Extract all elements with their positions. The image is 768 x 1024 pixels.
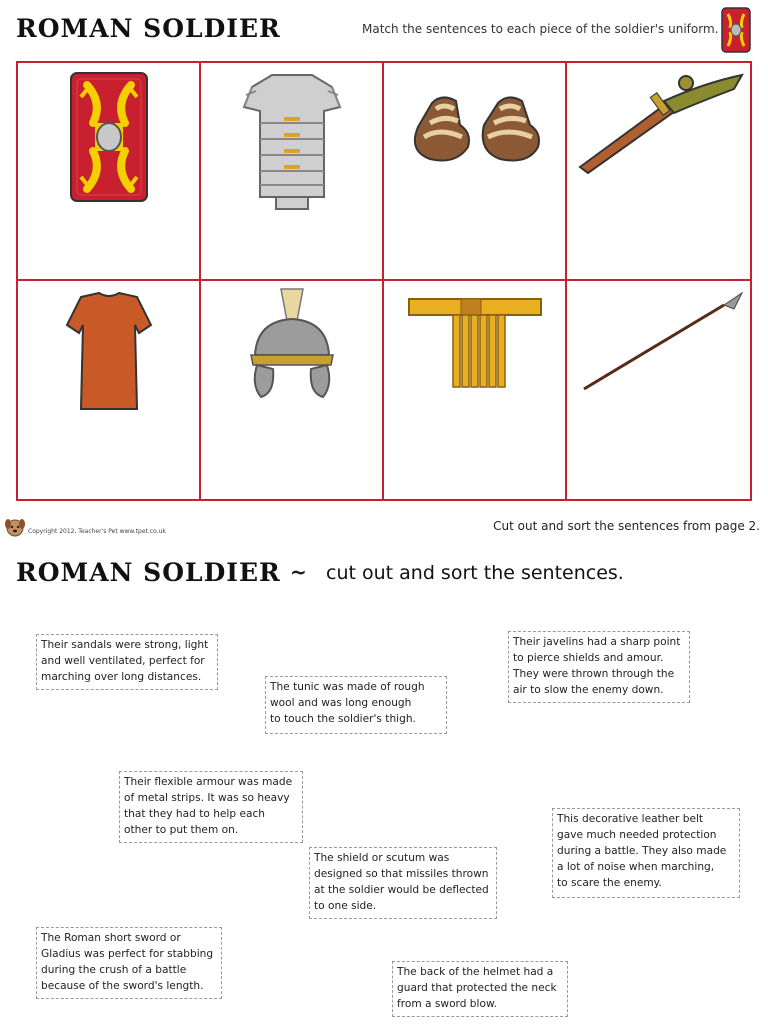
sentence-card-javelins[interactable]: Their javelins had a sharp point to pierce shields and amour. They were thrown through the air to slow the enemy down. (508, 631, 690, 703)
shield-small-icon (720, 6, 752, 54)
sandals-icon (400, 67, 550, 177)
grid-cell-belt[interactable] (384, 281, 567, 499)
grid-cell-armour[interactable] (201, 63, 384, 281)
sentence-card-belt[interactable]: This decorative leather belt gave much needed protection during a battle. They also made a lot of noise when marching, to scare the enemy. (552, 808, 740, 898)
title-dash: ~ (290, 560, 307, 584)
javelin-icon (574, 285, 744, 395)
sword-icon (574, 67, 744, 177)
page-title: ROMAN SOLDIER (16, 14, 281, 43)
grid-cell-tunic[interactable] (18, 281, 201, 499)
sentence-card-tunic[interactable]: The tunic was made of rough wool and was long enough to touch the soldier's thigh. (265, 676, 447, 734)
dog-logo-icon (4, 516, 26, 538)
grid-cell-sword[interactable] (567, 63, 750, 281)
armour-icon (232, 67, 352, 212)
uniform-grid (16, 61, 752, 501)
sentence-card-helmet[interactable]: The back of the helmet had a guard that protected the neck from a sword blow. (392, 961, 568, 1017)
tunic-icon (59, 285, 159, 415)
grid-cell-shield[interactable] (18, 63, 201, 281)
grid-cell-helmet[interactable] (201, 281, 384, 499)
sentence-card-armour[interactable]: Their flexible armour was made of metal strips. It was so heavy that they had to help each other to put them on. (119, 771, 303, 843)
sentence-card-shield[interactable]: The shield or scutum was designed so that missiles thrown at the soldier would be deflected to one side. (309, 847, 497, 919)
belt-icon (405, 285, 545, 395)
instruction-text: Match the sentences to each piece of the soldier's uniform. (362, 22, 719, 36)
shield-icon (59, 67, 159, 207)
grid-cell-sandals[interactable] (384, 63, 567, 281)
sentence-card-sword[interactable]: The Roman short sword or Gladius was perfect for stabbing during the crush of a battle because of the sword's length. (36, 927, 222, 999)
page2-title: ROMAN SOLDIER (16, 558, 281, 587)
page2-subtitle: cut out and sort the sentences. (326, 562, 624, 584)
sentence-card-sandals[interactable]: Their sandals were strong, light and well ventilated, perfect for marching over long distances. (36, 634, 218, 690)
grid-cell-javelin[interactable] (567, 281, 750, 499)
footer-note: Cut out and sort the sentences from page 2. (493, 519, 760, 533)
copyright-text: Copyright 2012, Teacher's Pet www.tpet.co.uk (28, 528, 166, 535)
helmet-icon (237, 285, 347, 405)
